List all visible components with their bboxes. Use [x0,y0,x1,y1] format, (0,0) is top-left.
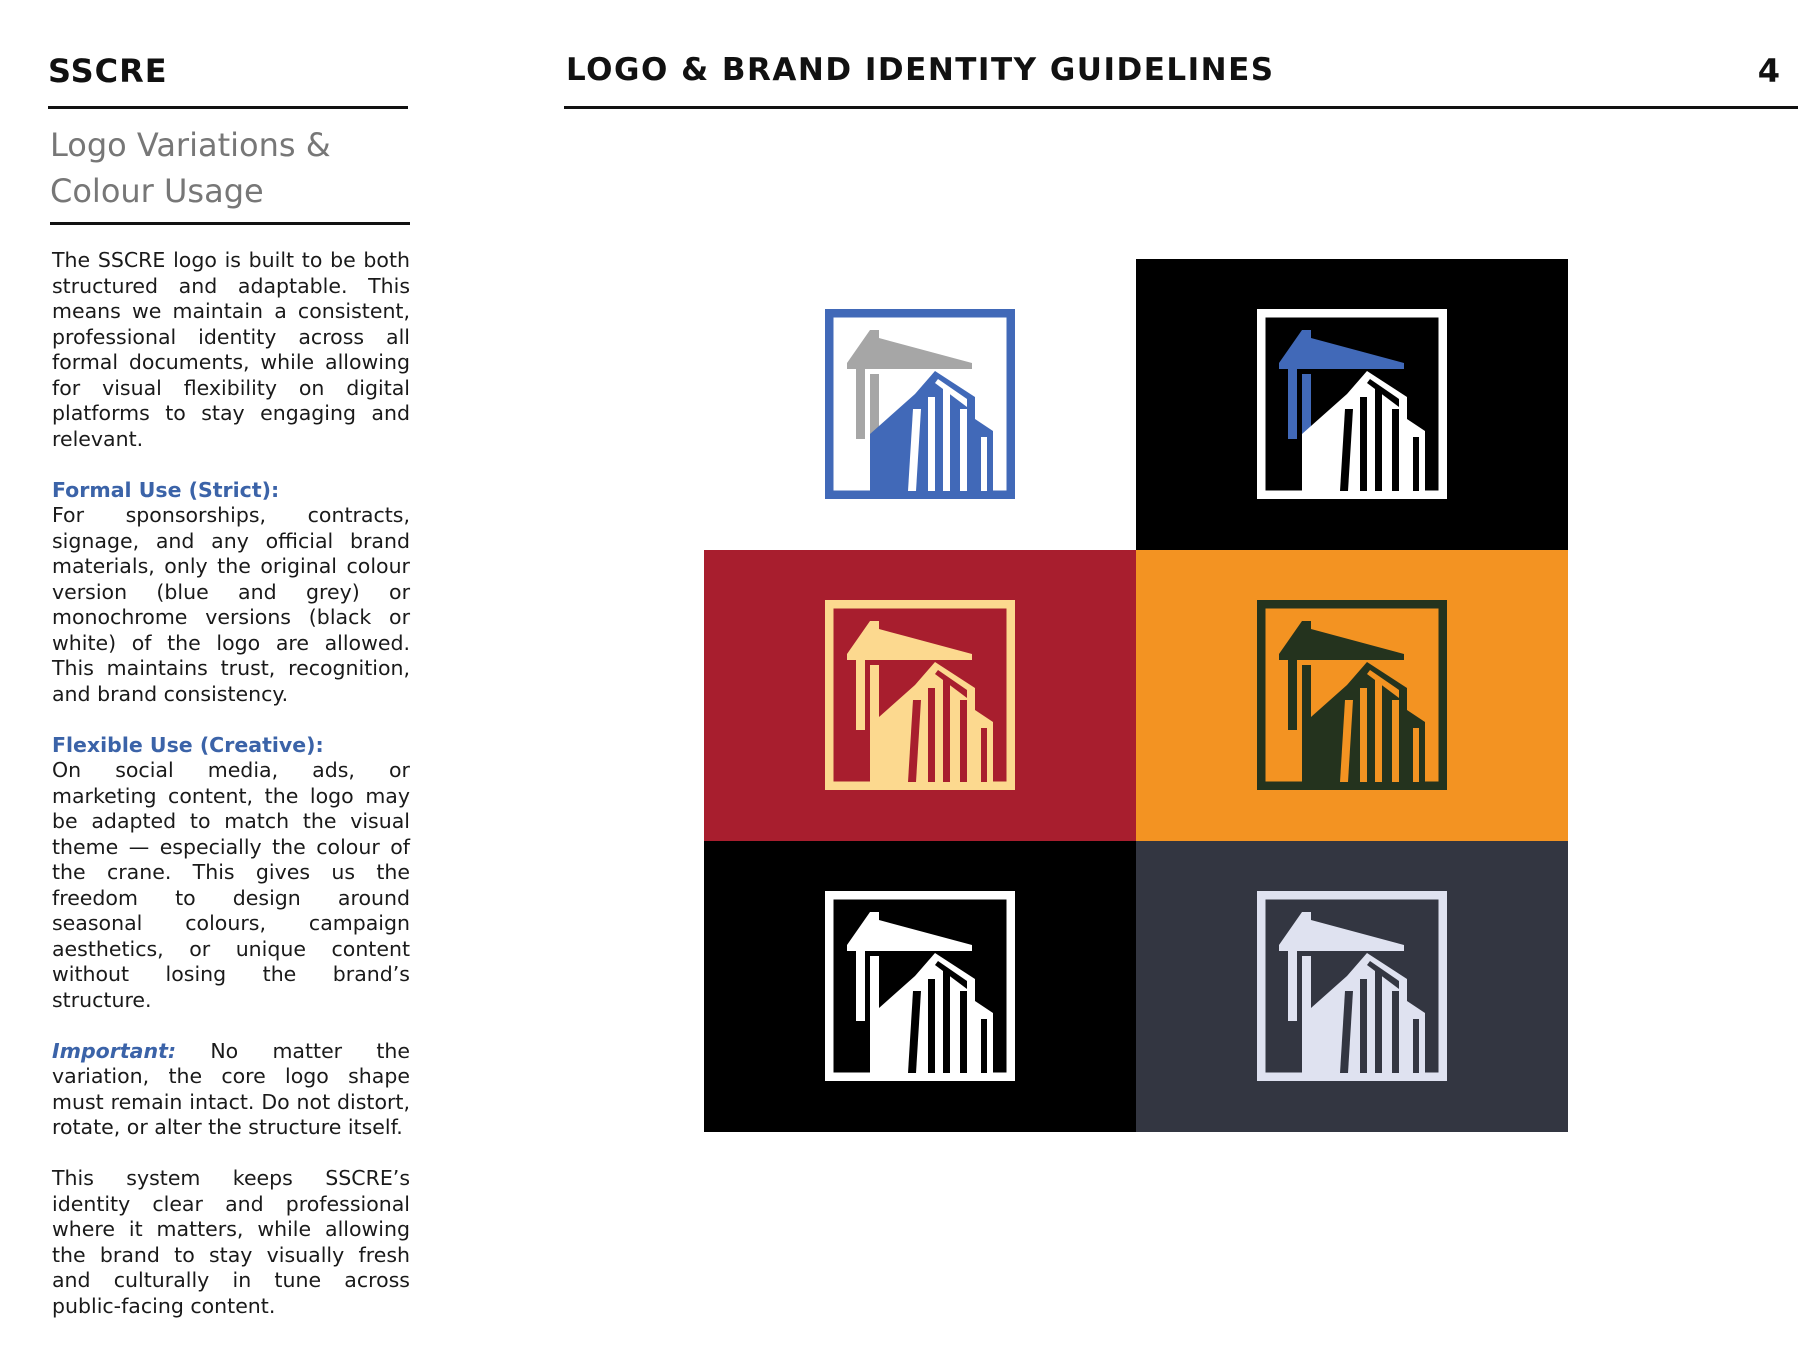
important-text: No matter the variation, the core logo shape must remain intact. Do not distort, rotate, or alter the structure itself. [52,1038,410,1139]
logo-icon [1257,891,1447,1081]
logo-variation-on-black-blue-crane [1136,259,1568,550]
right-header-rule [564,106,1798,109]
logo-variation-original [704,259,1136,550]
flexible-use-block [52,733,410,1014]
logo-icon [1257,309,1447,499]
logo-variation-on-red [704,550,1136,841]
section-title-line-2: Colour Usage [50,172,264,210]
important-label: Important: [52,1038,177,1063]
formal-use-block [52,478,410,708]
brand-name: SSCRE [48,52,168,90]
logo-variation-on-charcoal [1136,841,1568,1132]
flexible-use-heading: Flexible Use (Creative): [52,732,324,757]
flexible-use-text: On social media, ads, or marketing content, the logo may be adapted to match the visual theme — especially the colour of the crane. This gives us the freedom to design around seasonal colours, campaign aesthetics, or unique content without losing the brand’s structure. [52,758,410,1012]
logo-icon [825,309,1015,499]
section-title-line-1: Logo Variations & [50,126,331,164]
page-number: 4 [1757,52,1780,90]
body-text [52,248,410,1345]
section-title-rule [50,222,410,225]
important-paragraph [52,1039,410,1141]
left-header-rule [48,106,408,109]
logo-variation-on-orange [1136,550,1568,841]
formal-use-text: For sponsorships, contracts, signage, and any official brand materials, only the original colour version (blue and grey) or monochrome versions (black or white) of the logo are allowed. This maintains trust, recognition, and brand consistency. [52,503,410,706]
closing-paragraph: This system keeps SSCRE’s identity clear and professional where it matters, while allowing the brand to stay visually fresh and culturally in tune across public-facing content. [52,1166,410,1318]
logo-icon [1257,600,1447,790]
logo-variation-on-black-white [704,841,1136,1132]
formal-use-heading: Formal Use (Strict): [52,477,280,502]
logo-icon [825,891,1015,1081]
document-title: LOGO & BRAND IDENTITY GUIDELINES [566,52,1275,88]
logo-icon [825,600,1015,790]
intro-paragraph: The SSCRE logo is built to be both structured and adaptable. This means we maintain a consistent, professional identity across all formal documents, while allowing for visual flexibility on digital platforms to stay engaging and relevant. [52,248,410,451]
section-title [50,122,410,214]
